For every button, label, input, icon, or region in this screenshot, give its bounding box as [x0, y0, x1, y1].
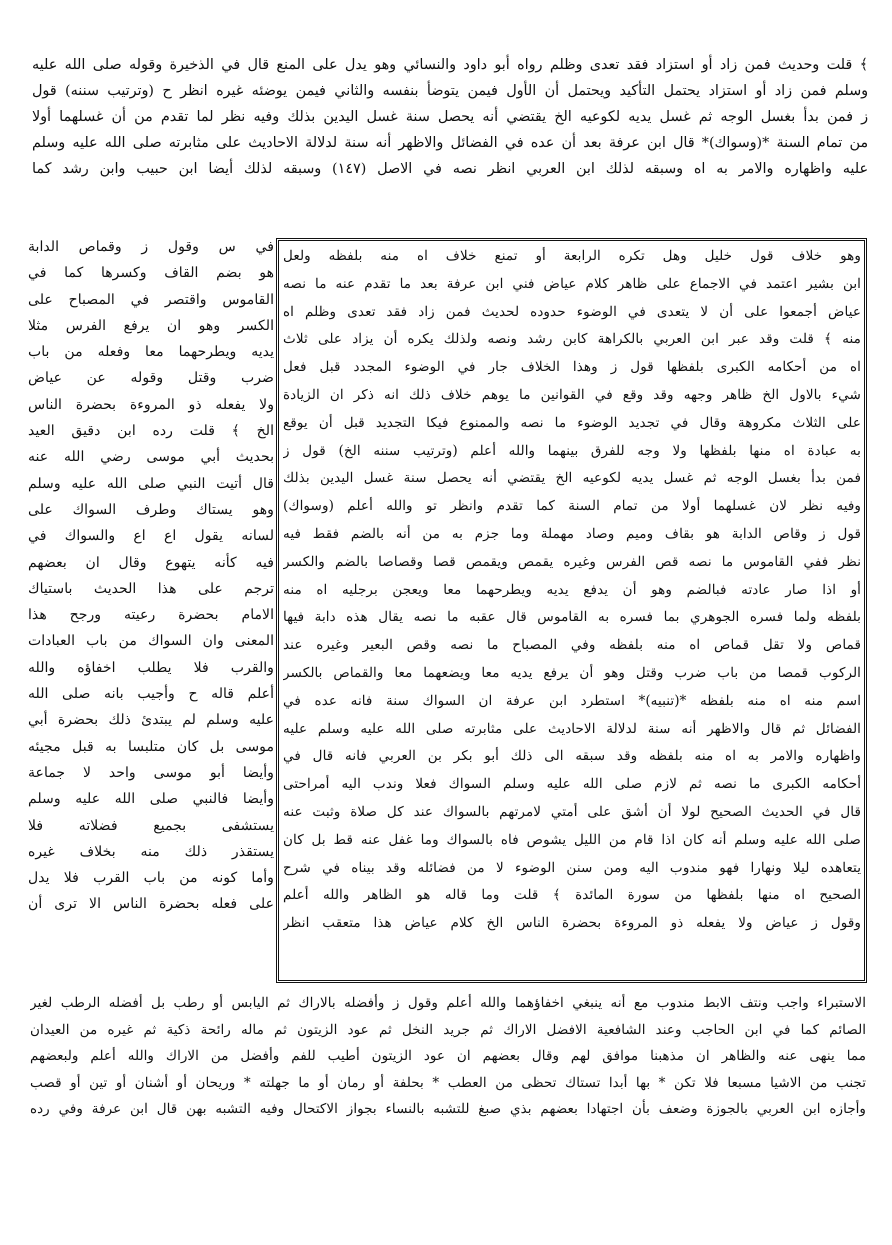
box-line: الصحيح اه منها بلفظها من سورة المائدة ﴾ قلت وما قاله هو الظاهر والله أعلم [283, 887, 861, 904]
text-line: عليه واظهاره والامر به اه وسبقه لذلك ابن العربي انظر نصه في الاصل (١٤٧) وسبقه لذلك أيضا ابن حبيب وابن رشد كما [32, 161, 868, 177]
main-text-top [32, 52, 868, 230]
text-line: مما ينهى عنه والظاهر ان مذهبنا موافق لهم وقال بعضهم ان عود الزيتون أطيب للفم وأفضل من الاراك والله أعلم ولبعضهم [30, 1048, 866, 1064]
margin-line: موسى بل كان متلبسا به قبل مجيئه [28, 738, 274, 755]
marginal-commentary [28, 234, 274, 984]
main-text-bottom [30, 990, 866, 1160]
box-line: عياض أجمعوا على أن لا يتعدى في الوضوء حدوده لحديث فمن زاد فقد تعدى وظلم اه [283, 303, 861, 320]
box-line: الركوب قمصا من باب ضرب وقتل وهو أن يرفع يديه معا ويضعهما معا والقماص بالكسر [283, 664, 861, 681]
margin-line: الخ ﴾ قلت رده ابن دقيق العيد [28, 423, 274, 440]
box-line: منه ﴾ قلت وقد عبر ابن العربي بالكراهة كابن رشد ونصه ولذلك يكره أن يزاد على ثلاث [283, 331, 861, 348]
margin-line: لسانه يقول اع اع والسواك في [28, 528, 274, 545]
margin-line: الامام بحضرة رعيته ورجح هذا [28, 607, 274, 624]
box-line: واظهاره والامر به اه منه بلفظه وقد سبقه الى ذلك أبو بكر بن العربي فانه قال في [283, 748, 861, 765]
margin-line: الكسر وهو ان يرفع الفرس مثلا [28, 317, 274, 334]
margin-line: فيه كأنه يتهوع وقال ان بعضهم [28, 554, 274, 571]
box-line: قماص ولا تقل قماص اه منه بلفظه وفي المصباح ما نصه وقص البعير وغيره عند [283, 637, 861, 654]
box-line: به عبادة اه منها بلفظها ولا وجه للفرق بينهما والله أعلم (وترتيب سننه الخ) قول ز [283, 442, 861, 459]
margin-line: وأما كونه من باب القرب فلا يدل [28, 870, 274, 887]
text-line: وأجازه ابن العربي بالجوزة وضعف بأن اجتهادا بعضهم بذي صبغ للتشبه بالنساء بجواز الاكتحال وفيه التشبه بهن قال ابن عرفة وفي رده [30, 1101, 866, 1117]
box-line: الفضائل ثم قال والاظهر أنه سنة لدلالة الاحاديث على مثابرته صلى الله عليه وسلم عليه [283, 720, 861, 737]
margin-line: عليه وسلم لم يبتدئ ذلك بحضرة أبي [28, 712, 274, 729]
box-line: فمن بدأ بغسل الوجه ثم غسل يديه لكوعيه الخ يقتضي أنه يحصل سنة غسل اليدين بذلك [283, 470, 861, 487]
text-line: وسلم فمن زاد أو استزاد يحتمل التأكيد ويحتمل أن الأول فيمن يتوضأ بنفسه والثاني فيمن يوضئه غيره انظر ح (وترتيب سننه) قول [32, 83, 868, 99]
text-line: الصائم كما في ابن الحاجب وعند الشافعية الافضل الاراك ثم جريد النخل ثم عود الزيتون ثم ماله رائحة ذكية ثم غيره من العيدان [30, 1021, 866, 1038]
box-line: أو اذا صار عادته فبالضم وهو أن يدفع يديه ويطرحهما معا ويعجن برجليه اه منه [283, 581, 861, 598]
margin-line: وأيضا أبو موسى واحد لا جماعة [28, 764, 274, 781]
margin-line: وأيضا فالنبي صلى الله عليه وسلم [28, 791, 274, 808]
text-line: ﴾ قلت وحديث فمن زاد أو استزاد فقد تعدى وظلم رواه أبو داود والنسائي وهو يدل على المنع قال في الذخيرة وقوله صلى الله عليه [32, 57, 868, 73]
box-line: اه من أحكامه الكبرى بلفظها قول ز وهذا الخلاف جار في الوضوء المجدد قبل فعل [283, 359, 861, 376]
margin-line: قال أتيت النبي صلى الله عليه وسلم [28, 475, 274, 492]
box-line: صلى الله عليه وسلم أنه كان اذا قام من الليل يشوص فاه بالسواك وما غفل عنه قط بل كان [283, 831, 861, 848]
box-line: قول ز وقاص الدابة هو بقاف وميم وصاد مهملة وما جزم به من أنه بالضم فقط فيه [283, 525, 861, 542]
box-line: بلفظه ولما فسره الجوهري بما فسره به القاموس قال عقبه ما نصه يقال هذه دابة فيها [283, 609, 861, 626]
margin-line: وهو يستاك وطرف السواك على [28, 501, 274, 518]
box-line: قال في الحديث الصحيح لولا أن أشق على أمتي لامرتهم بالسواك عند كل صلاة وثبت عنه [283, 803, 861, 820]
box-line: نظر ففي القاموس ما نصه قص الفرس وغيره يقمص ويقمص قصا وقصاصا بالضم والكسر [283, 553, 861, 570]
margin-line: يديه ويطرحهما معا وفعله من باب [28, 344, 274, 361]
margin-line: ولا يفعله ذو المروءة بحضرة الناس [28, 396, 274, 413]
margin-line: ضرب وقتل وقوله عن عياض [28, 370, 274, 387]
margin-line: على فعله بحضرة الناس الا ترى أن [28, 896, 274, 913]
box-line: اسم منه اه منه بلفظه *(تنبيه)* استطرد ابن عرفة ان السواك سنة فانه عده في [283, 692, 861, 709]
margin-line: ترجم على هذا الحديث باستياك [28, 580, 274, 597]
margin-line: المعنى وان السواك من باب العبادات [28, 633, 274, 650]
box-line: شيء بالاول الخ ظاهر وجهه وقد وقع في القوانين ما يوهم خلاف ذلك انه ذكر ان الزيادة [283, 386, 861, 403]
margin-line: أعلم قاله ح وأجيب بانه صلى الله [28, 686, 274, 703]
box-line: يتعاهده ليلا ونهارا فهو مندوب اليه ومن سنن الوضوء لا من فضائله وقد بيناه في شرح [283, 859, 861, 876]
text-line: الاستبراء واجب ونتف الابط مندوب مع أنه ينبغي اخفاؤهما والله أعلم وقول ز وأفضله بالاراك ثم اليابس أو رطب بل أفضله الرطب لغير [30, 995, 866, 1011]
margin-line: بحديث أبي موسى رضي الله عنه [28, 449, 274, 466]
box-line: أحكامه الكبرى ما نصه ثم لازم صلى الله عليه وسلم السواك فعلا وندب اليه أمراحتى [283, 776, 861, 793]
margin-line: في س وقول ز وقماص الدابة [28, 239, 274, 255]
margin-line: يستشفى بجميع فضلاته فلا [28, 817, 274, 834]
margin-line: القاموس واقتصر في المصباح على [28, 291, 274, 308]
margin-line: يستقذر ذلك منه بخلاف غيره [28, 843, 274, 860]
text-line: من تمام السنة *(وسواك)* قال ابن عرفة بعد أن عده في الفضائل والاظهر أنه سنة لدلالة الاحاديث على مثابرته صلى الله عليه وسلم [32, 135, 868, 151]
margin-line: والقرب فلا يطلب اخفاؤه والله [28, 659, 274, 676]
commentary-box [283, 243, 861, 980]
text-line: ز فمن بدأ بغسل الوجه ثم غسل يديه لكوعيه الخ يقتضي أنه يحصل سنة غسل اليدين بذلك وفيه نظر لما تقدم من أن غسلهما أولا [32, 109, 868, 125]
box-line: وهو خلاف قول خليل وهل تكره الرابعة أو تمنع خلاف اه منه بلفظه ولعل [283, 248, 861, 264]
box-line: وقول ز عياض ولا يفعله ذو المروءة بحضرة الناس الخ كلام عياض هذا متعقب انظر [283, 915, 861, 932]
box-line: ابن بشير اعتمد في الاجماع على ظاهر كلام عياض فني ابن عرفة بعد ما تقدم عنه ما نصه [283, 275, 861, 292]
box-line: على الثلاث مكروهة وقال في تجديد الوضوء ما نصه والممنوع فيكا التجديد قبل أن يوقع [283, 414, 861, 431]
box-line: وفيه نظر لان غسلهما أولا من تمام السنة كما تقدم وانظر تو والله أعلم (وسواك) [283, 498, 861, 515]
text-line: تجنب من الاشيا مسبعا فلا تكن * بها أبدا تستاك تحظى من العطب * بحلفة أو رمان أو ما جهلته * وريحان أو أشنان أو تين أو قصب [30, 1074, 866, 1091]
margin-line: هو بضم القاف وكسرها كما في [28, 265, 274, 282]
